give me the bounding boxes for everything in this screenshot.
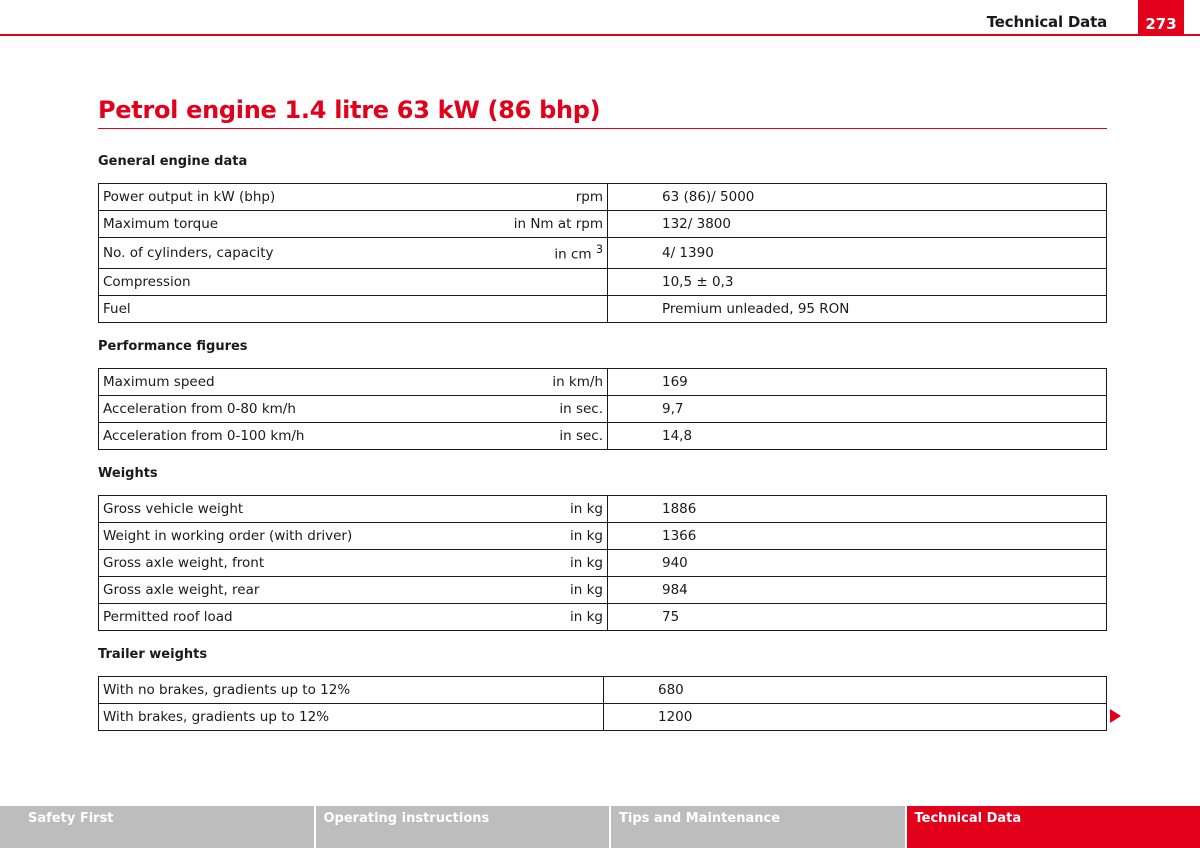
row-label: Gross vehicle weight bbox=[99, 496, 408, 523]
row-value: 1200 bbox=[604, 704, 1107, 731]
page-number: 273 bbox=[1138, 0, 1184, 36]
general-engine-table bbox=[98, 183, 1107, 323]
row-value: 984 bbox=[608, 577, 1107, 604]
weights-table bbox=[98, 495, 1107, 631]
footer-tab-safety-first[interactable]: Safety First bbox=[0, 806, 314, 848]
table-row bbox=[99, 550, 1107, 577]
row-label: Gross axle weight, front bbox=[99, 550, 408, 577]
row-value: 10,5 ± 0,3 bbox=[608, 269, 1107, 296]
row-unit: in kg bbox=[407, 523, 608, 550]
table-row bbox=[99, 577, 1107, 604]
row-label: With brakes, gradients up to 12% bbox=[99, 704, 604, 731]
row-value: 132/ 3800 bbox=[608, 211, 1107, 238]
row-unit: in km/h bbox=[407, 369, 608, 396]
section-heading-weights: Weights bbox=[98, 466, 158, 481]
row-label: Acceleration from 0-100 km/h bbox=[99, 423, 408, 450]
footer-tab-technical-data[interactable]: Technical Data bbox=[907, 806, 1200, 848]
row-label: Maximum speed bbox=[99, 369, 408, 396]
row-value: Premium unleaded, 95 RON bbox=[608, 296, 1107, 323]
header-rule bbox=[0, 34, 1200, 36]
row-value: 4/ 1390 bbox=[608, 238, 1107, 269]
table-row bbox=[99, 604, 1107, 631]
unit-text: in cm bbox=[554, 246, 592, 263]
row-label: Compression bbox=[99, 269, 408, 296]
row-unit: in kg bbox=[407, 604, 608, 631]
footer-tab-operating-instructions[interactable]: Operating instructions bbox=[316, 806, 610, 848]
page-title: Petrol engine 1.4 litre 63 kW (86 bhp) bbox=[98, 96, 601, 124]
row-label: Fuel bbox=[99, 296, 408, 323]
section-heading-general: General engine data bbox=[98, 154, 248, 169]
row-unit: in kg bbox=[407, 550, 608, 577]
row-label: Gross axle weight, rear bbox=[99, 577, 408, 604]
section-heading-performance: Performance figures bbox=[98, 339, 248, 354]
table-row bbox=[99, 296, 1107, 323]
title-rule bbox=[98, 128, 1107, 129]
row-unit bbox=[407, 269, 608, 296]
table-row bbox=[99, 269, 1107, 296]
row-label: Permitted roof load bbox=[99, 604, 408, 631]
header-section-title: Technical Data bbox=[986, 13, 1107, 31]
table-row bbox=[99, 704, 1107, 731]
row-unit: rpm bbox=[407, 184, 608, 211]
row-unit: in sec. bbox=[407, 396, 608, 423]
table-row bbox=[99, 211, 1107, 238]
table-row bbox=[99, 423, 1107, 450]
footer-nav bbox=[0, 806, 1200, 848]
table-row bbox=[99, 677, 1107, 704]
row-label: With no brakes, gradients up to 12% bbox=[99, 677, 604, 704]
row-label: Maximum torque bbox=[99, 211, 408, 238]
row-unit: in kg bbox=[407, 496, 608, 523]
row-unit: in Nm at rpm bbox=[407, 211, 608, 238]
row-value: 1366 bbox=[608, 523, 1107, 550]
row-value: 9,7 bbox=[608, 396, 1107, 423]
row-value: 680 bbox=[604, 677, 1107, 704]
table-row bbox=[99, 396, 1107, 423]
table-row bbox=[99, 238, 1107, 269]
triangle-right-icon[interactable] bbox=[1110, 709, 1121, 723]
row-value: 169 bbox=[608, 369, 1107, 396]
row-value: 75 bbox=[608, 604, 1107, 631]
row-label: Power output in kW (bhp) bbox=[99, 184, 408, 211]
section-heading-trailer: Trailer weights bbox=[98, 647, 208, 662]
row-value: 63 (86)/ 5000 bbox=[608, 184, 1107, 211]
row-unit bbox=[407, 238, 608, 269]
row-label: Weight in working order (with driver) bbox=[99, 523, 408, 550]
row-unit bbox=[407, 296, 608, 323]
trailer-weights-table bbox=[98, 676, 1107, 731]
footer-tab-tips-and-maintenance[interactable]: Tips and Maintenance bbox=[611, 806, 905, 848]
row-label: Acceleration from 0-80 km/h bbox=[99, 396, 408, 423]
row-label: No. of cylinders, capacity bbox=[99, 238, 408, 269]
row-unit: in kg bbox=[407, 577, 608, 604]
row-value: 14,8 bbox=[608, 423, 1107, 450]
table-row bbox=[99, 369, 1107, 396]
row-value: 1886 bbox=[608, 496, 1107, 523]
performance-table bbox=[98, 368, 1107, 450]
row-value: 940 bbox=[608, 550, 1107, 577]
table-row bbox=[99, 496, 1107, 523]
table-row bbox=[99, 523, 1107, 550]
table-row bbox=[99, 184, 1107, 211]
unit-superscript: 3 bbox=[595, 243, 603, 257]
row-unit: in sec. bbox=[407, 423, 608, 450]
